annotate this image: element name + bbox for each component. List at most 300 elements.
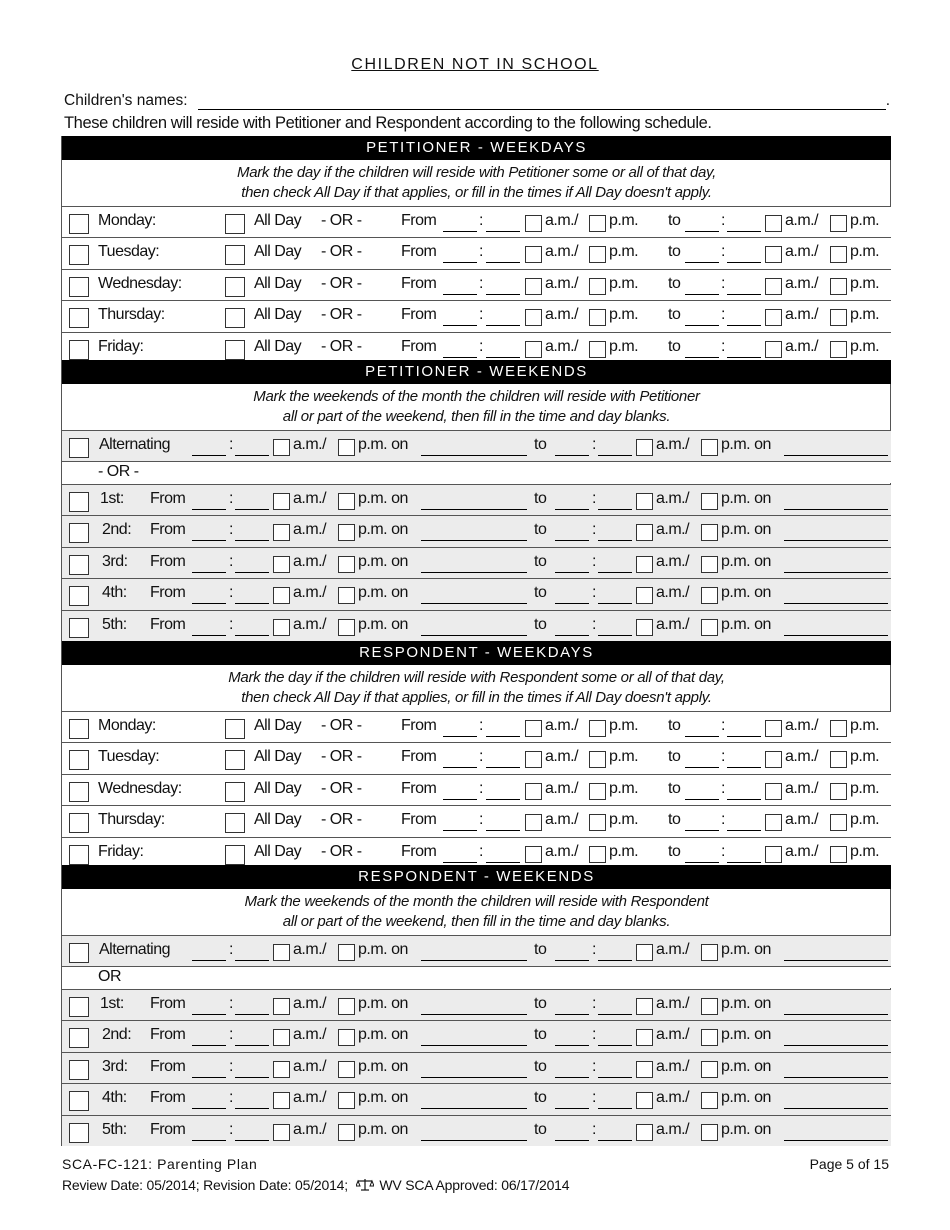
weekend-checkbox[interactable] bbox=[69, 618, 89, 638]
all-day-checkbox[interactable] bbox=[225, 340, 245, 360]
to-minute-field[interactable] bbox=[727, 861, 761, 863]
from-am-checkbox[interactable] bbox=[525, 751, 542, 768]
to-minute-field[interactable] bbox=[727, 798, 761, 800]
from-hour-field[interactable] bbox=[443, 829, 477, 831]
to-pm-checkbox[interactable] bbox=[701, 524, 718, 541]
from-hour-field[interactable] bbox=[192, 634, 226, 636]
to-hour-field[interactable] bbox=[555, 634, 589, 636]
to-pm-checkbox[interactable] bbox=[830, 309, 847, 326]
to-am-checkbox[interactable] bbox=[765, 720, 782, 737]
from-am-checkbox[interactable] bbox=[525, 278, 542, 295]
to-minute-field[interactable] bbox=[727, 829, 761, 831]
from-pm-checkbox[interactable] bbox=[589, 215, 606, 232]
day-checkbox[interactable] bbox=[69, 719, 89, 739]
from-pm-checkbox[interactable] bbox=[338, 1061, 355, 1078]
to-pm-checkbox[interactable] bbox=[701, 493, 718, 510]
from-hour-field[interactable] bbox=[443, 356, 477, 358]
from-pm-checkbox[interactable] bbox=[338, 493, 355, 510]
to-minute-field[interactable] bbox=[598, 602, 632, 604]
to-am-checkbox[interactable] bbox=[765, 846, 782, 863]
from-hour-field[interactable] bbox=[192, 1013, 226, 1015]
pm-label: p.m. bbox=[609, 717, 639, 734]
to-hour-field[interactable] bbox=[555, 959, 589, 961]
to-day-field[interactable] bbox=[784, 539, 888, 541]
to-pm-checkbox[interactable] bbox=[701, 556, 718, 573]
to-hour-field[interactable] bbox=[555, 508, 589, 510]
from-day-field[interactable] bbox=[421, 454, 527, 456]
colon: : bbox=[229, 1089, 233, 1107]
weekend-row bbox=[62, 1020, 891, 1051]
from-day-field[interactable] bbox=[421, 571, 527, 573]
to-pm-checkbox[interactable] bbox=[830, 246, 847, 263]
to-minute-field[interactable] bbox=[727, 356, 761, 358]
from-day-field[interactable] bbox=[421, 1139, 527, 1141]
to-hour-field[interactable] bbox=[555, 571, 589, 573]
colon: : bbox=[592, 490, 596, 507]
from-minute-field[interactable] bbox=[486, 293, 520, 295]
to-minute-field[interactable] bbox=[598, 959, 632, 961]
am-label: a.m./ bbox=[656, 521, 690, 539]
form-id: SCA-FC-121: Parenting Plan bbox=[62, 1156, 258, 1172]
children-names-end: . bbox=[885, 92, 890, 109]
from-pm-checkbox[interactable] bbox=[338, 1092, 355, 1109]
from-day-field[interactable] bbox=[421, 508, 527, 510]
to-pm-checkbox[interactable] bbox=[701, 944, 718, 961]
all-day-checkbox[interactable] bbox=[225, 750, 245, 770]
to-am-checkbox[interactable] bbox=[636, 998, 653, 1015]
from-day-field[interactable] bbox=[421, 1107, 527, 1109]
to-pm-checkbox[interactable] bbox=[830, 846, 847, 863]
to-am-checkbox[interactable] bbox=[636, 944, 653, 961]
day-label: Tuesday: bbox=[98, 748, 160, 766]
all-day-label: All Day bbox=[254, 811, 302, 829]
weekend-checkbox[interactable] bbox=[69, 997, 89, 1017]
to-minute-field[interactable] bbox=[727, 293, 761, 295]
children-names-input[interactable] bbox=[198, 91, 886, 110]
to-hour-field[interactable] bbox=[685, 798, 719, 800]
to-am-checkbox[interactable] bbox=[636, 1092, 653, 1109]
from-minute-field[interactable] bbox=[235, 1044, 269, 1046]
from-am-checkbox[interactable] bbox=[273, 556, 290, 573]
day-label: Wednesday: bbox=[98, 779, 182, 797]
to-am-checkbox[interactable] bbox=[765, 751, 782, 768]
am-label: a.m./ bbox=[545, 306, 579, 324]
from-minute-field[interactable] bbox=[486, 766, 520, 768]
to-pm-checkbox[interactable] bbox=[830, 814, 847, 831]
from-day-field[interactable] bbox=[421, 1013, 527, 1015]
from-day-field[interactable] bbox=[421, 1076, 527, 1078]
from-minute-field[interactable] bbox=[486, 230, 520, 232]
pm-label: p.m. bbox=[850, 212, 880, 229]
from-am-checkbox[interactable] bbox=[525, 341, 542, 358]
all-day-checkbox[interactable] bbox=[225, 308, 245, 328]
from-label: From bbox=[150, 490, 186, 507]
to-am-checkbox[interactable] bbox=[765, 278, 782, 295]
to-day-field[interactable] bbox=[784, 1139, 888, 1141]
from-day-field[interactable] bbox=[421, 634, 527, 636]
from-am-checkbox[interactable] bbox=[273, 998, 290, 1015]
from-hour-field[interactable] bbox=[443, 766, 477, 768]
from-am-checkbox[interactable] bbox=[273, 1092, 290, 1109]
to-day-field[interactable] bbox=[784, 602, 888, 604]
pm-on-label: p.m. on bbox=[721, 490, 771, 507]
from-am-checkbox[interactable] bbox=[525, 215, 542, 232]
day-checkbox[interactable] bbox=[69, 214, 89, 234]
day-checkbox[interactable] bbox=[69, 845, 89, 865]
from-am-checkbox[interactable] bbox=[525, 846, 542, 863]
to-hour-field[interactable] bbox=[555, 539, 589, 541]
pm-on-label: p.m. on bbox=[358, 552, 408, 570]
colon: : bbox=[229, 490, 233, 507]
from-hour-field[interactable] bbox=[192, 1044, 226, 1046]
weekend-checkbox[interactable] bbox=[69, 1123, 89, 1143]
from-am-checkbox[interactable] bbox=[525, 246, 542, 263]
pm-on-label: p.m. on bbox=[721, 995, 771, 1012]
weekend-row bbox=[62, 989, 891, 1020]
alternating-checkbox[interactable] bbox=[69, 438, 89, 458]
to-pm-checkbox[interactable] bbox=[701, 1029, 718, 1046]
to-day-field[interactable] bbox=[784, 454, 888, 456]
from-minute-field[interactable] bbox=[235, 1076, 269, 1078]
colon: : bbox=[229, 615, 233, 633]
from-minute-field[interactable] bbox=[235, 454, 269, 456]
to-am-checkbox[interactable] bbox=[765, 309, 782, 326]
day-label: Wednesday: bbox=[98, 274, 182, 292]
weekend-checkbox[interactable] bbox=[69, 1028, 89, 1048]
from-minute-field[interactable] bbox=[235, 539, 269, 541]
to-hour-field[interactable] bbox=[685, 293, 719, 295]
to-minute-field[interactable] bbox=[598, 1044, 632, 1046]
from-minute-field[interactable] bbox=[486, 735, 520, 737]
from-pm-checkbox[interactable] bbox=[589, 309, 606, 326]
from-minute-field[interactable] bbox=[235, 634, 269, 636]
day-checkbox[interactable] bbox=[69, 308, 89, 328]
to-hour-field[interactable] bbox=[555, 454, 589, 456]
to-hour-field[interactable] bbox=[685, 861, 719, 863]
from-am-checkbox[interactable] bbox=[273, 619, 290, 636]
children-names-label: Children's names: bbox=[64, 92, 188, 109]
to-minute-field[interactable] bbox=[598, 1139, 632, 1141]
from-hour-field[interactable] bbox=[192, 539, 226, 541]
day-checkbox[interactable] bbox=[69, 277, 89, 297]
from-hour-field[interactable] bbox=[443, 324, 477, 326]
to-label: to bbox=[534, 1089, 547, 1107]
from-day-field[interactable] bbox=[421, 959, 527, 961]
colon: : bbox=[592, 1057, 596, 1075]
to-minute-field[interactable] bbox=[598, 1076, 632, 1078]
all-day-label: All Day bbox=[254, 717, 302, 734]
or-label: - OR - bbox=[98, 463, 139, 480]
from-hour-field[interactable] bbox=[192, 571, 226, 573]
pm-on-label: p.m. on bbox=[721, 941, 771, 958]
from-pm-checkbox[interactable] bbox=[589, 720, 606, 737]
from-hour-field[interactable] bbox=[443, 735, 477, 737]
am-label: a.m./ bbox=[785, 779, 819, 797]
to-hour-field[interactable] bbox=[555, 1044, 589, 1046]
to-minute-field[interactable] bbox=[727, 766, 761, 768]
to-minute-field[interactable] bbox=[598, 634, 632, 636]
to-minute-field[interactable] bbox=[727, 735, 761, 737]
to-hour-field[interactable] bbox=[555, 602, 589, 604]
from-pm-checkbox[interactable] bbox=[589, 751, 606, 768]
from-hour-field[interactable] bbox=[443, 798, 477, 800]
from-am-checkbox[interactable] bbox=[525, 814, 542, 831]
from-minute-field[interactable] bbox=[486, 261, 520, 263]
to-am-checkbox[interactable] bbox=[765, 246, 782, 263]
to-pm-checkbox[interactable] bbox=[701, 998, 718, 1015]
am-label: a.m./ bbox=[785, 842, 819, 860]
weekend-row bbox=[62, 547, 891, 578]
am-label: a.m./ bbox=[545, 274, 579, 292]
from-pm-checkbox[interactable] bbox=[589, 246, 606, 263]
to-am-checkbox[interactable] bbox=[765, 215, 782, 232]
day-checkbox[interactable] bbox=[69, 340, 89, 360]
from-pm-checkbox[interactable] bbox=[589, 814, 606, 831]
from-hour-field[interactable] bbox=[192, 602, 226, 604]
from-label: From bbox=[150, 615, 186, 633]
to-hour-field[interactable] bbox=[555, 1139, 589, 1141]
or-label: - OR - bbox=[321, 337, 362, 355]
to-hour-field[interactable] bbox=[685, 324, 719, 326]
to-am-checkbox[interactable] bbox=[636, 493, 653, 510]
am-label: a.m./ bbox=[293, 584, 327, 602]
day-checkbox[interactable] bbox=[69, 750, 89, 770]
day-checkbox[interactable] bbox=[69, 245, 89, 265]
pm-on-label: p.m. on bbox=[358, 615, 408, 633]
instruction-line: Mark the weekends of the month the children will reside with Respondent bbox=[244, 893, 709, 910]
weekend-checkbox[interactable] bbox=[69, 555, 89, 575]
from-pm-checkbox[interactable] bbox=[338, 587, 355, 604]
am-label: a.m./ bbox=[656, 552, 690, 570]
section-header: RESPONDENT - WEEKDAYS bbox=[62, 641, 891, 665]
am-label: a.m./ bbox=[656, 1057, 690, 1075]
day-checkbox[interactable] bbox=[69, 813, 89, 833]
to-day-field[interactable] bbox=[784, 959, 888, 961]
from-day-field[interactable] bbox=[421, 602, 527, 604]
from-minute-field[interactable] bbox=[486, 829, 520, 831]
pm-label: p.m. bbox=[850, 337, 880, 355]
am-label: a.m./ bbox=[293, 941, 327, 958]
to-am-checkbox[interactable] bbox=[636, 1061, 653, 1078]
from-am-checkbox[interactable] bbox=[273, 439, 290, 456]
to-hour-field[interactable] bbox=[685, 356, 719, 358]
to-minute-field[interactable] bbox=[598, 539, 632, 541]
from-minute-field[interactable] bbox=[235, 1013, 269, 1015]
to-hour-field[interactable] bbox=[685, 230, 719, 232]
to-day-field[interactable] bbox=[784, 1076, 888, 1078]
from-minute-field[interactable] bbox=[235, 1139, 269, 1141]
to-minute-field[interactable] bbox=[598, 1013, 632, 1015]
from-hour-field[interactable] bbox=[192, 959, 226, 961]
from-day-field[interactable] bbox=[421, 539, 527, 541]
day-label: Friday: bbox=[98, 337, 144, 355]
pm-label: p.m. bbox=[609, 337, 639, 355]
am-label: a.m./ bbox=[545, 748, 579, 766]
am-label: a.m./ bbox=[785, 274, 819, 292]
to-pm-checkbox[interactable] bbox=[830, 720, 847, 737]
from-minute-field[interactable] bbox=[235, 959, 269, 961]
to-hour-field[interactable] bbox=[555, 1076, 589, 1078]
to-pm-checkbox[interactable] bbox=[830, 341, 847, 358]
colon: : bbox=[592, 436, 596, 453]
from-am-checkbox[interactable] bbox=[525, 309, 542, 326]
from-pm-checkbox[interactable] bbox=[589, 278, 606, 295]
from-pm-checkbox[interactable] bbox=[338, 998, 355, 1015]
pm-label: p.m. bbox=[609, 243, 639, 261]
to-minute-field[interactable] bbox=[598, 571, 632, 573]
am-label: a.m./ bbox=[656, 615, 690, 633]
pm-on-label: p.m. on bbox=[721, 1120, 771, 1138]
from-pm-checkbox[interactable] bbox=[338, 619, 355, 636]
from-pm-checkbox[interactable] bbox=[338, 1029, 355, 1046]
to-day-field[interactable] bbox=[784, 1044, 888, 1046]
to-am-checkbox[interactable] bbox=[765, 814, 782, 831]
all-day-checkbox[interactable] bbox=[225, 719, 245, 739]
to-day-field[interactable] bbox=[784, 634, 888, 636]
alternating-checkbox[interactable] bbox=[69, 943, 89, 963]
to-am-checkbox[interactable] bbox=[636, 619, 653, 636]
colon: : bbox=[479, 243, 483, 261]
colon: : bbox=[229, 1026, 233, 1044]
from-day-field[interactable] bbox=[421, 1044, 527, 1046]
all-day-checkbox[interactable] bbox=[225, 245, 245, 265]
from-minute-field[interactable] bbox=[235, 571, 269, 573]
to-pm-checkbox[interactable] bbox=[701, 1124, 718, 1141]
to-hour-field[interactable] bbox=[685, 261, 719, 263]
from-minute-field[interactable] bbox=[235, 1107, 269, 1109]
to-day-field[interactable] bbox=[784, 508, 888, 510]
from-minute-field[interactable] bbox=[486, 798, 520, 800]
alternating-label: Alternating bbox=[99, 941, 170, 958]
to-am-checkbox[interactable] bbox=[636, 556, 653, 573]
from-am-checkbox[interactable] bbox=[525, 720, 542, 737]
to-hour-field[interactable] bbox=[685, 735, 719, 737]
to-hour-field[interactable] bbox=[555, 1107, 589, 1109]
from-pm-checkbox[interactable] bbox=[589, 341, 606, 358]
weekend-checkbox[interactable] bbox=[69, 492, 89, 512]
to-am-checkbox[interactable] bbox=[765, 341, 782, 358]
to-minute-field[interactable] bbox=[598, 508, 632, 510]
to-am-checkbox[interactable] bbox=[636, 587, 653, 604]
to-pm-checkbox[interactable] bbox=[830, 278, 847, 295]
from-am-checkbox[interactable] bbox=[273, 587, 290, 604]
from-hour-field[interactable] bbox=[192, 508, 226, 510]
pm-label: p.m. bbox=[850, 274, 880, 292]
weekend-checkbox[interactable] bbox=[69, 1060, 89, 1080]
from-pm-checkbox[interactable] bbox=[589, 783, 606, 800]
to-am-checkbox[interactable] bbox=[636, 1029, 653, 1046]
from-pm-checkbox[interactable] bbox=[338, 1124, 355, 1141]
am-label: a.m./ bbox=[656, 941, 690, 958]
to-day-field[interactable] bbox=[784, 571, 888, 573]
am-label: a.m./ bbox=[656, 1089, 690, 1107]
to-label: to bbox=[668, 779, 681, 797]
to-minute-field[interactable] bbox=[727, 261, 761, 263]
from-hour-field[interactable] bbox=[443, 230, 477, 232]
to-pm-checkbox[interactable] bbox=[701, 1092, 718, 1109]
to-pm-checkbox[interactable] bbox=[830, 751, 847, 768]
from-hour-field[interactable] bbox=[443, 261, 477, 263]
instruction-line: Mark the day if the children will reside with Respondent some or all of that day, bbox=[228, 669, 725, 686]
am-label: a.m./ bbox=[656, 995, 690, 1012]
am-label: a.m./ bbox=[656, 1026, 690, 1044]
from-pm-checkbox[interactable] bbox=[338, 944, 355, 961]
to-minute-field[interactable] bbox=[727, 324, 761, 326]
from-am-checkbox[interactable] bbox=[525, 783, 542, 800]
to-pm-checkbox[interactable] bbox=[701, 619, 718, 636]
to-minute-field[interactable] bbox=[727, 230, 761, 232]
weekend-checkbox[interactable] bbox=[69, 1091, 89, 1111]
pm-on-label: p.m. on bbox=[358, 1089, 408, 1107]
from-hour-field[interactable] bbox=[192, 454, 226, 456]
weekend-checkbox[interactable] bbox=[69, 586, 89, 606]
to-am-checkbox[interactable] bbox=[636, 524, 653, 541]
from-pm-checkbox[interactable] bbox=[589, 846, 606, 863]
to-am-checkbox[interactable] bbox=[636, 439, 653, 456]
all-day-checkbox[interactable] bbox=[225, 845, 245, 865]
from-minute-field[interactable] bbox=[235, 508, 269, 510]
all-day-checkbox[interactable] bbox=[225, 782, 245, 802]
from-minute-field[interactable] bbox=[486, 861, 520, 863]
to-hour-field[interactable] bbox=[685, 766, 719, 768]
from-hour-field[interactable] bbox=[443, 293, 477, 295]
from-pm-checkbox[interactable] bbox=[338, 524, 355, 541]
to-pm-checkbox[interactable] bbox=[701, 587, 718, 604]
to-minute-field[interactable] bbox=[598, 454, 632, 456]
from-pm-checkbox[interactable] bbox=[338, 556, 355, 573]
from-hour-field[interactable] bbox=[443, 861, 477, 863]
am-label: a.m./ bbox=[293, 552, 327, 570]
weekend-row bbox=[62, 515, 891, 546]
from-minute-field[interactable] bbox=[486, 356, 520, 358]
to-pm-checkbox[interactable] bbox=[701, 1061, 718, 1078]
to-day-field[interactable] bbox=[784, 1107, 888, 1109]
to-day-field[interactable] bbox=[784, 1013, 888, 1015]
instruction-line: Mark the day if the children will reside with Petitioner some or all of that day, bbox=[237, 164, 716, 181]
from-am-checkbox[interactable] bbox=[273, 1029, 290, 1046]
colon: : bbox=[229, 995, 233, 1012]
to-pm-checkbox[interactable] bbox=[830, 215, 847, 232]
from-minute-field[interactable] bbox=[235, 602, 269, 604]
from-hour-field[interactable] bbox=[192, 1139, 226, 1141]
to-hour-field[interactable] bbox=[685, 829, 719, 831]
to-am-checkbox[interactable] bbox=[765, 783, 782, 800]
to-pm-checkbox[interactable] bbox=[830, 783, 847, 800]
from-am-checkbox[interactable] bbox=[273, 1061, 290, 1078]
from-am-checkbox[interactable] bbox=[273, 944, 290, 961]
from-pm-checkbox[interactable] bbox=[338, 439, 355, 456]
from-am-checkbox[interactable] bbox=[273, 1124, 290, 1141]
weekend-checkbox[interactable] bbox=[69, 523, 89, 543]
from-hour-field[interactable] bbox=[192, 1076, 226, 1078]
from-minute-field[interactable] bbox=[486, 324, 520, 326]
all-day-checkbox[interactable] bbox=[225, 813, 245, 833]
all-day-checkbox[interactable] bbox=[225, 277, 245, 297]
or-label: - OR - bbox=[321, 274, 362, 292]
to-pm-checkbox[interactable] bbox=[701, 439, 718, 456]
to-label: to bbox=[668, 243, 681, 261]
all-day-checkbox[interactable] bbox=[225, 214, 245, 234]
from-hour-field[interactable] bbox=[192, 1107, 226, 1109]
colon: : bbox=[592, 584, 596, 602]
to-am-checkbox[interactable] bbox=[636, 1124, 653, 1141]
colon: : bbox=[721, 717, 725, 734]
day-checkbox[interactable] bbox=[69, 782, 89, 802]
from-am-checkbox[interactable] bbox=[273, 524, 290, 541]
to-minute-field[interactable] bbox=[598, 1107, 632, 1109]
from-am-checkbox[interactable] bbox=[273, 493, 290, 510]
to-hour-field[interactable] bbox=[555, 1013, 589, 1015]
